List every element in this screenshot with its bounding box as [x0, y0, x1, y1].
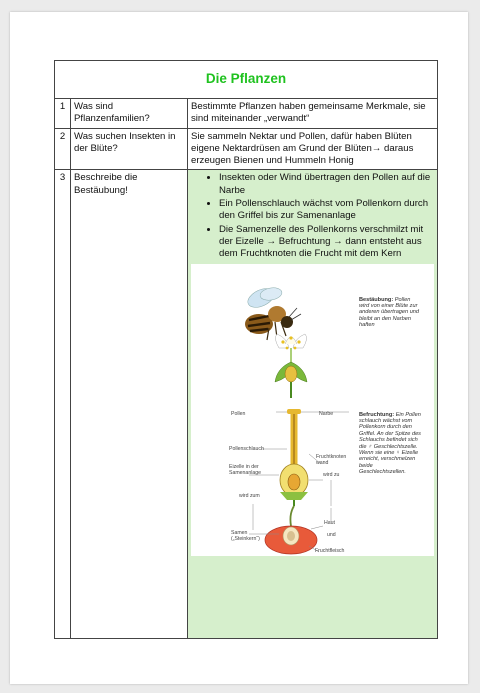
label-wird-zu: wird zu — [323, 471, 340, 478]
answer-bullet-list — [191, 172, 434, 260]
table-row — [55, 99, 438, 129]
label-eizelle: Eizelle in der Samenanlage — [229, 463, 262, 476]
label-pollenschlauch: Pollenschlauch — [229, 445, 264, 452]
row-number: 2 — [55, 128, 71, 170]
label-samen: Samen („Steinkern“) — [231, 529, 260, 542]
table-row — [55, 128, 438, 170]
label-pollen: Pollen — [231, 410, 246, 417]
worksheet-page — [10, 12, 468, 684]
pollination-note-text: Pollen wird von einer Blüte zur anderen übertragen und bleibt an den Narben haften — [359, 296, 420, 329]
answer-cell: Sie sammeln Nektar und Pollen, dafür haben Blüten eigene Nektardrüsen am Grund der Blüten→ daraus erzeugen Bienen und Hummeln Honig — [188, 128, 438, 170]
pollination-note — [359, 297, 421, 329]
question-cell: Was sind Pflanzenfamilien? — [71, 99, 188, 129]
table-row — [55, 170, 438, 639]
answer-cell — [188, 170, 438, 639]
bee-icon — [245, 284, 301, 339]
label-narbe: Narbe — [319, 410, 334, 417]
list-item: • Insekten oder Wind übertragen den Pollen auf die Narbe — [219, 172, 434, 197]
list-item: • Die Samenzelle des Pollenkorns verschmilzt mit der Eizelle → Befruchtung → dann entsteht aus dem Fruchtknoten die Frucht mit dem Kern — [219, 224, 434, 261]
fertilization-note-title: Befruchtung: — [359, 411, 395, 418]
fertilization-note-text: Ein Pollen schlauch wächst vom Pollenkorn durch den Griffel. An der Spitze des Schlauchs befindet sich die ♂ Geschlechtszelle. Wenn sie eine ♀ Eizelle erreicht, verschmelzen beide Geschlechtszellen. — [359, 411, 421, 476]
flower-icon — [275, 334, 307, 398]
row-number: 1 — [55, 99, 71, 129]
label-fruchtfleisch: Fruchtfleisch — [315, 547, 345, 554]
label-fruchtknotenwand: Fruchtknoten wand — [316, 453, 347, 466]
answer-cell: Bestimmte Pflanzen haben gemeinsame Merkmale, sie sind miteinander „verwandt“ — [188, 99, 438, 129]
page-title: Die Pflanzen — [55, 61, 438, 99]
label-haut: Haut — [324, 519, 335, 526]
worksheet-table — [54, 60, 438, 639]
pollination-illustration — [191, 264, 434, 556]
list-item: • Ein Pollenschlauch wächst vom Pollenkorn durch den Griffel bis zur Samenanlage — [219, 198, 434, 223]
fertilization-note — [359, 412, 421, 476]
pollination-note-title: Bestäubung: — [359, 296, 394, 303]
question-cell: Beschreibe die Bestäubung! — [71, 170, 188, 639]
question-cell: Was suchen Insekten in der Blüte? — [71, 128, 188, 170]
label-und: und — [327, 531, 336, 538]
row-number: 3 — [55, 170, 71, 639]
label-wird-zum: wird zum — [239, 492, 260, 499]
